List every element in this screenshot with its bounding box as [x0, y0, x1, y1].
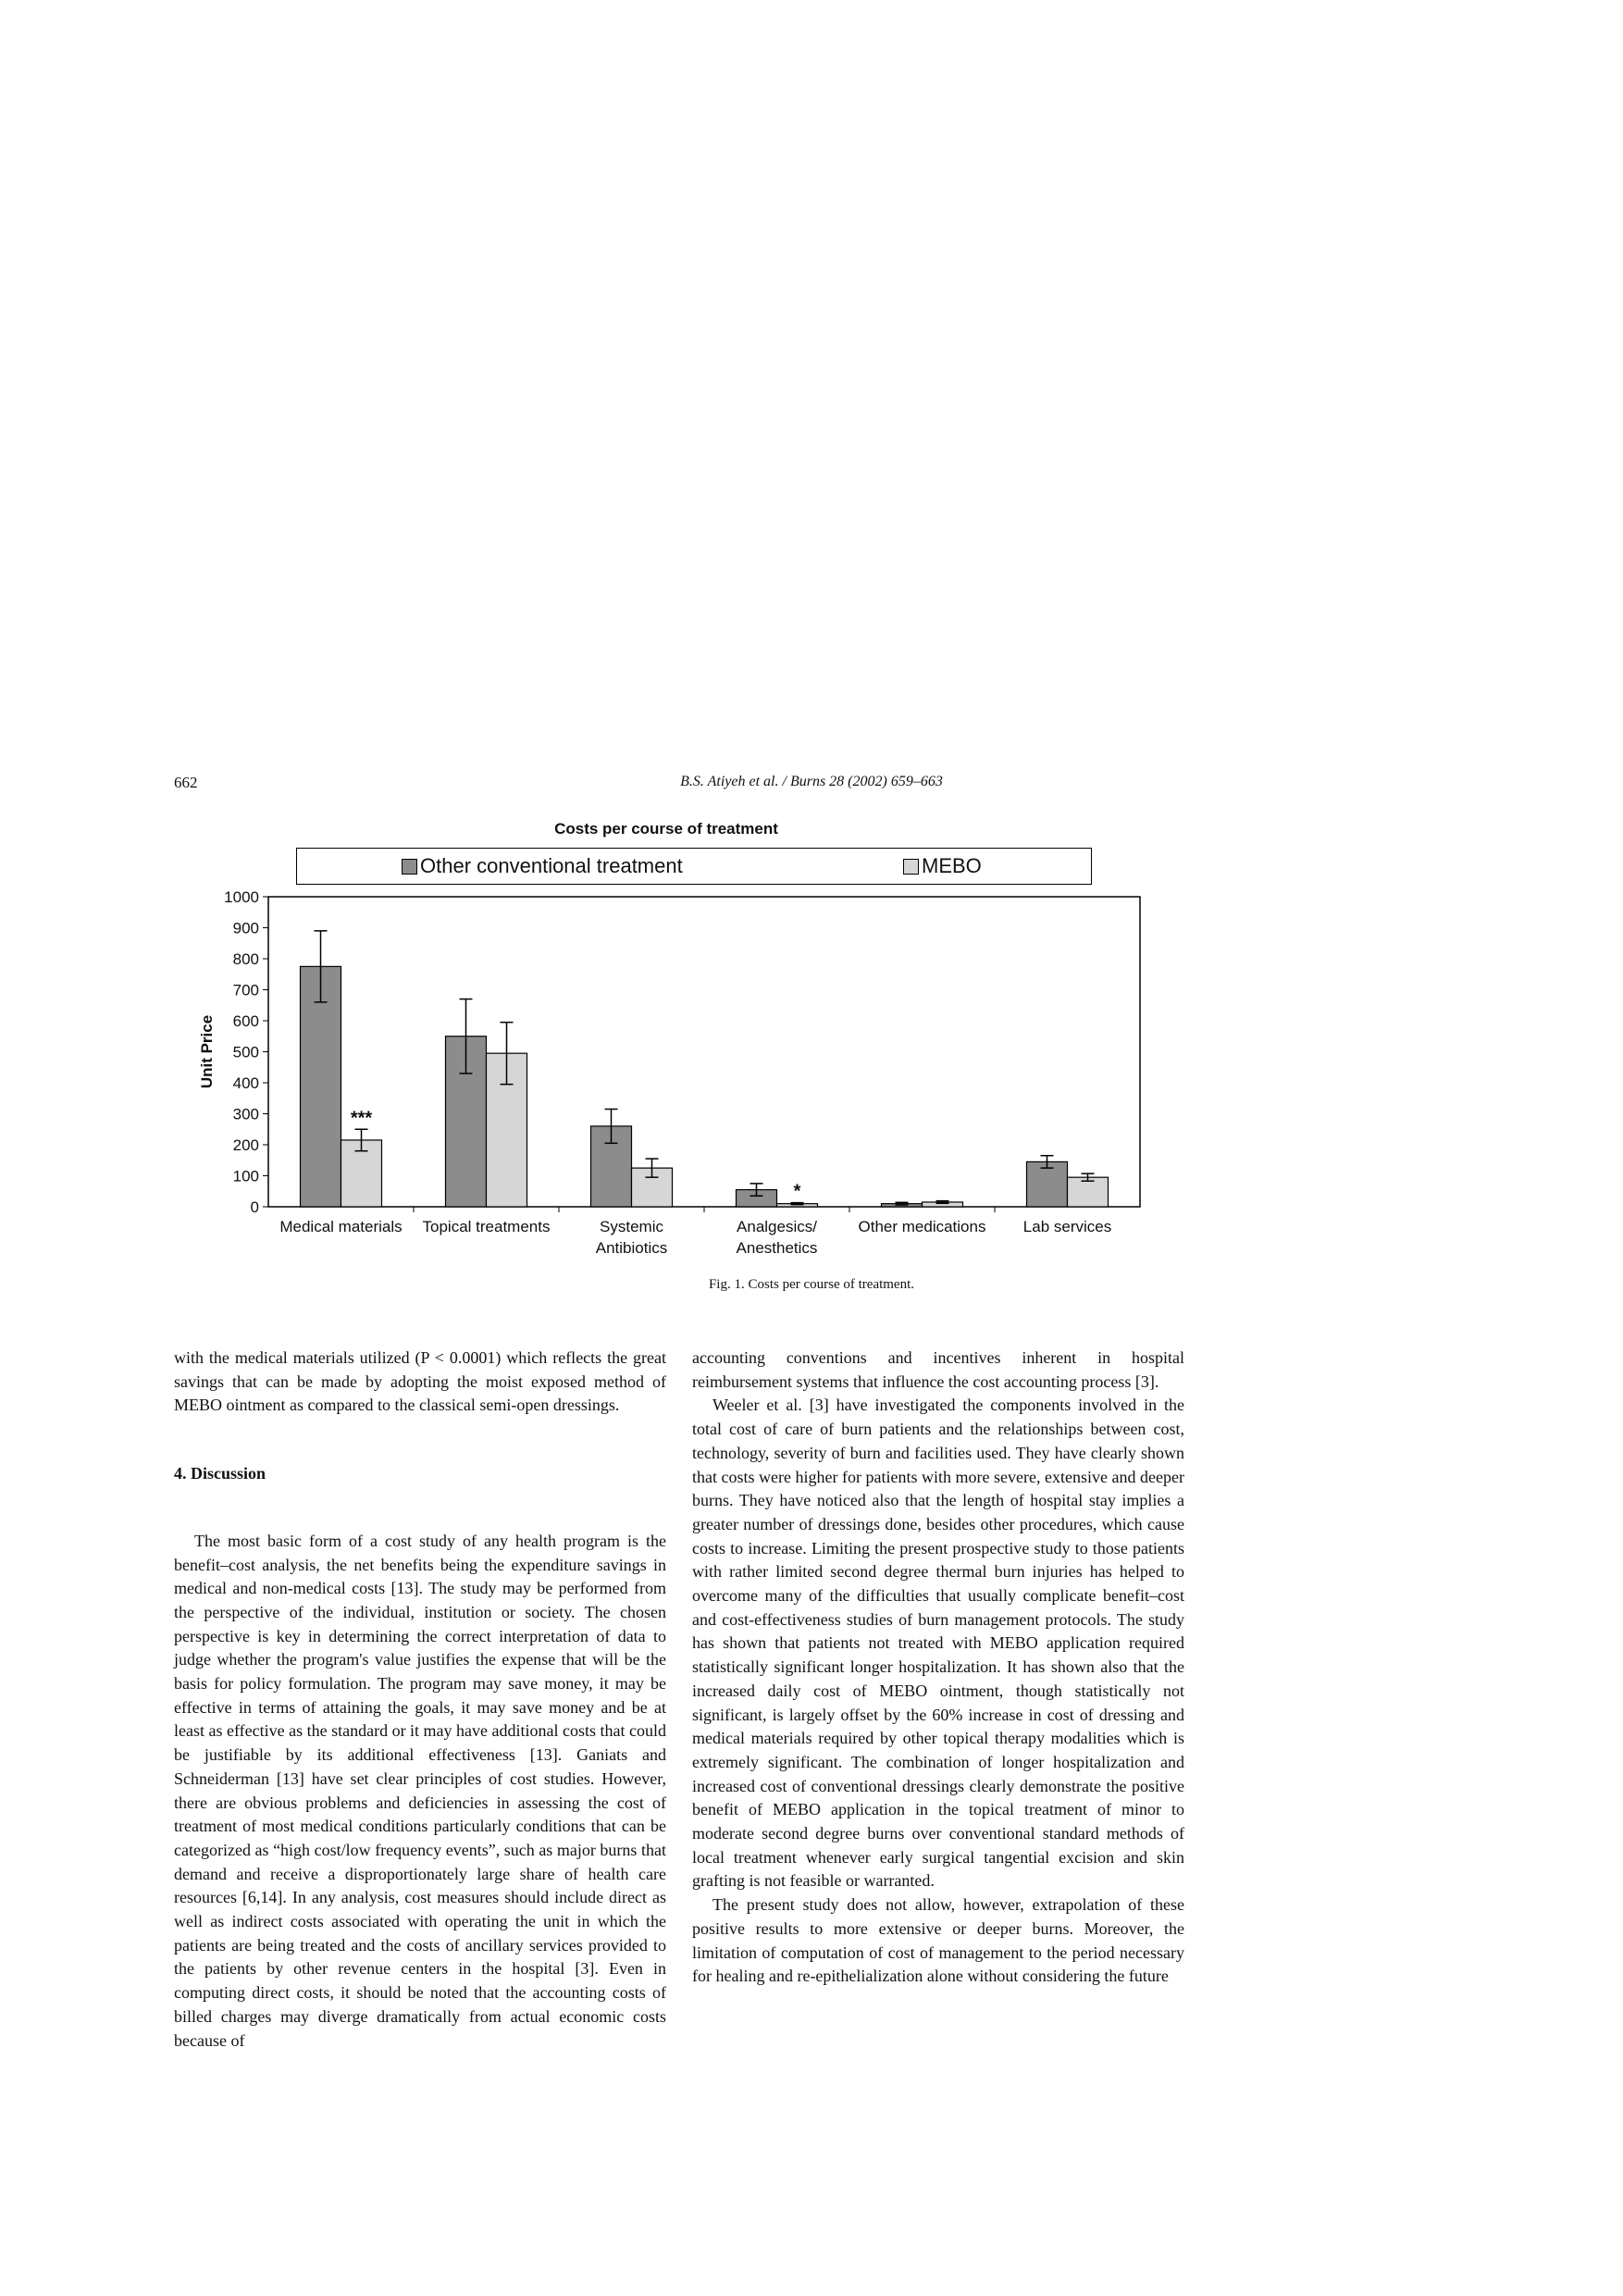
chart-title: Costs per course of treatment [554, 820, 778, 838]
bar-conventional [737, 1190, 777, 1207]
paragraph-right-1: accounting conventions and incentives inherent in hospital reimbursement systems that influence the cost accounting process [3]. [692, 1348, 1184, 1391]
y-tick-label: 700 [232, 981, 259, 999]
bar-conventional [882, 1204, 923, 1207]
x-category-label: Anesthetics [736, 1239, 818, 1257]
x-category-label: Other medications [858, 1218, 986, 1235]
bar-conventional [301, 966, 341, 1207]
legend-swatch-conventional [402, 859, 417, 875]
chart-legend [296, 848, 1092, 885]
bar-conventional [1027, 1161, 1068, 1207]
body-column-right [692, 1347, 1184, 1989]
legend-item-conventional [402, 854, 683, 878]
x-category-label: Systemic [600, 1218, 663, 1235]
paragraph-right-3: The present study does not allow, however, extrapolation of these positive results to more extensive or deeper burns. Moreover, the limitation of computation of cost of management to the period necessary for healing and re-epithelialization alone without considering the future [692, 1895, 1184, 1986]
bar-mebo [341, 1140, 382, 1207]
body-column-left [174, 1347, 666, 2053]
significance-marker: *** [350, 1108, 373, 1129]
legend-label-conventional: Other conventional treatment [420, 854, 683, 877]
y-tick-label: 500 [232, 1043, 259, 1061]
running-header: B.S. Atiyeh et al. / Burns 28 (2002) 659–663 [680, 774, 943, 789]
y-tick-label: 200 [232, 1136, 259, 1154]
y-tick-label: 800 [232, 950, 259, 968]
legend-label-mebo: MEBO [922, 854, 982, 877]
x-category-label: Topical treatments [422, 1218, 551, 1235]
x-category-label: Analgesics/ [737, 1218, 817, 1235]
legend-item-mebo [903, 854, 982, 878]
y-axis-label: Unit Price [198, 1014, 216, 1089]
paragraph-left-2: The most basic form of a cost study of any health program is the benefit–cost analysis, the net benefits being the expenditure savings in medical and non-medical costs [13]. The study may be performed from the perspective of the individual, institution or society. The chosen perspective is key in determining the correct interpretation of data to judge whether the program's value justifies the expense that will be the basis for policy formulation. The program may save money, it may be effective in terms of attaining the goals, it may save money and be at least as effective as the standard or it may have additional costs that could be justifiable by its additional effectiveness [13]. Ganiats and Schneiderman [13] have set clear principles of cost studies. However, there are obvious problems and deficiencies in assessing the cost of treatment of most medical conditions particularly conditions that can be categorized as “high cost/low frequency events”, such as major burns that demand and receive a disproportionately large share of health care resources [6,14]. In any analysis, cost measures should include direct as well as indirect costs associated with operating the unit in which the patients are being treated and the costs of ancillary services provided to the patients by other revenue centers in the hospital [3]. Even in computing direct costs, it should be noted that the accounting costs of billed charges may diverge dramatically from actual economic costs because of [174, 1531, 666, 2050]
x-category-label: Medical materials [279, 1218, 403, 1235]
x-category-label: Lab services [1022, 1218, 1112, 1235]
bar-conventional [446, 1036, 487, 1207]
y-tick-label: 400 [232, 1074, 259, 1092]
y-tick-label: 0 [250, 1198, 259, 1216]
legend-swatch-mebo [903, 859, 919, 875]
bar-conventional [591, 1126, 632, 1207]
y-tick-label: 600 [232, 1012, 259, 1030]
bar-mebo [632, 1168, 673, 1207]
bar-mebo [777, 1204, 818, 1207]
y-tick-label: 1000 [224, 888, 259, 906]
page-number: 662 [174, 774, 198, 791]
paragraph-left-1: with the medical materials utilized (P < 0.0001) which reflects the great savings that can be made by adopting the moist exposed method of MEBO ointment as compared to the classical semi-open dressings. [174, 1348, 666, 1415]
y-tick-label: 100 [232, 1167, 259, 1185]
y-tick-label: 900 [232, 919, 259, 937]
significance-marker: * [793, 1181, 801, 1202]
y-tick-label: 300 [232, 1105, 259, 1123]
bar-mebo [487, 1053, 527, 1207]
paragraph-right-2: Weeler et al. [3] have investigated the components involved in the total cost of care of burn patients and the relationships between cost, technology, severity of burn and facilities used. They have clearly shown that costs were higher for patients with more severe, extensive and deeper burns. They have noticed also that the length of hospital stay implies a greater number of dressings done, besides other procedures, which cause costs to increase. Limiting the present prospective study to those patients with rather limited second degree thermal burn injuries has helped to overcome many of the difficulties that usually complicate benefit–cost and cost-effectiveness studies of burn management protocols. The study has shown that patients not treated with MEBO application required statistically significant longer hospitalization. It has shown also that the increased daily cost of MEBO ointment, though statistically not significant, is largely offset by the 60% increase in cost of dressing and medical materials required by other topical therapy modalities which is extremely significant. The combination of longer hospitalization and increased cost of conventional dressings clearly demonstrate the positive benefit of MEBO application in the topical treatment of minor to moderate second degree burns over conventional standard methods of local treatment whenever early surgical tangential excision and skin grafting is not feasible or warranted. [692, 1396, 1184, 1891]
x-category-label: Antibiotics [595, 1239, 668, 1257]
bar-mebo [923, 1202, 963, 1207]
bar-mebo [1068, 1177, 1109, 1207]
section-heading-discussion: 4. Discussion [174, 1464, 266, 1483]
figure-caption: Fig. 1. Costs per course of treatment. [708, 1277, 915, 1292]
plot-area-frame [268, 897, 1140, 1207]
